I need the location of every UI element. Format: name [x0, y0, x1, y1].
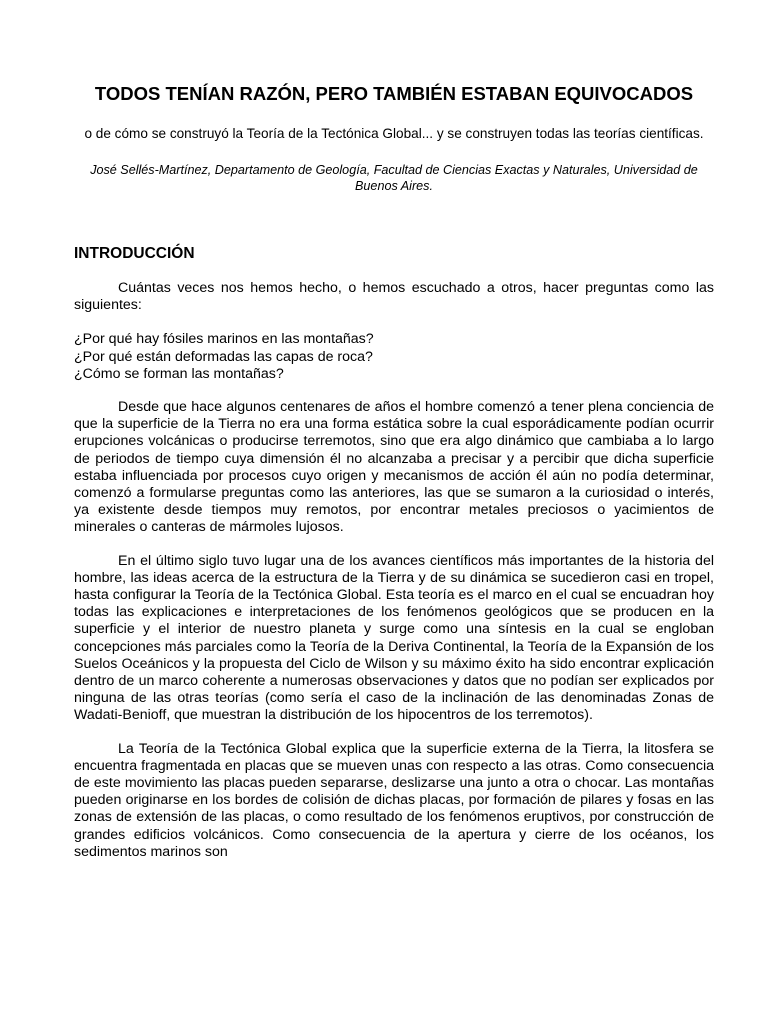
body-paragraph: La Teoría de la Tectónica Global explica que la superficie externa de la Tierra, la litosfera se encuentra fragmentada en placas que se mueven unas con respecto a las otras. Como consecuencia de este movimiento las placas pueden separarse, deslizarse una junto a otra o chocar. Las montañas pueden originarse en los bordes de colisión de dichas placas, por formación de pilares y fosas en las zonas de extensión de las placas, o como resultado de los fenómenos eruptivos, por construcción de grandes edificios volcánicos. Como consecuencia de la apertura y cierre de los océanos, los sedimentos marinos son — [74, 740, 714, 860]
question-item: ¿Por qué están deformadas las capas de roca? — [74, 348, 373, 365]
document-subtitle: o de cómo se construyó la Teoría de la Tectónica Global... y se construyen todas las teorías científicas. — [84, 126, 704, 141]
document-authors: José Sellés-Martínez, Departamento de Geología, Facultad de Ciencias Exactas y Naturales, Universidad de Buenos Aires. — [90, 163, 698, 193]
section-heading-introduccion: INTRODUCCIÓN — [74, 245, 195, 262]
document-title: TODOS TENÍAN RAZÓN, PERO TAMBIÉN ESTABAN EQUIVOCADOS — [94, 83, 694, 104]
question-item: ¿Cómo se forman las montañas? — [74, 365, 284, 382]
question-list — [74, 331, 714, 383]
body-paragraph: Desde que hace algunos centenares de años el hombre comenzó a tener plena conciencia de que la superficie de la Tierra no era una forma estática sobre la cual esporádicamente podían ocurrir erupciones volcánicas o producirse terremotos, sino que era algo dinámico que cambiaba a lo largo de periodos de tiempo cuya dimensión él no alcanzaba a precisar y a percibir que dicha superficie estaba influenciada por procesos cuyo origen y mecanismos de acción él aún no podía determinar, comenzó a formularse preguntas como las anteriores, las que se sumaron a la curiosidad o interés, ya existente desde tiempos muy remotos, por encontrar metales preciosos o yacimientos de minerales o canteras de mármoles lujosos. — [74, 399, 714, 536]
question-item: ¿Por qué hay fósiles marinos en las montañas? — [74, 331, 374, 348]
document-body — [74, 280, 714, 861]
body-paragraph: En el último siglo tuvo lugar una de los avances científicos más importantes de la historia del hombre, las ideas acerca de la estructura de la Tierra y de su dinámica se sucedieron casi en tropel, hasta configurar la Teoría de la Tectónica Global. Esta teoría es el marco en el cual se encuadran hoy todas las explicaciones e interpretaciones de los fenómenos geológicos que se producen en la superficie y el interior de nuestro planeta y surge como una síntesis en la cual se engloban concepciones más parciales como la Teoría de la Deriva Continental, la Teoría de la Expansión de los Suelos Oceánicos y la propuesta del Ciclo de Wilson y su máximo éxito ha sido encontrar explicación dentro de un marco coherente a numerosas observaciones y datos que no podían ser explicados por ninguna de las otras teorías (como sería el caso de la inclinación de las denominadas Zonas de Wadati-Benioff, que muestran la distribución de los hipocentros de los terremotos). — [74, 552, 714, 724]
intro-paragraph: Cuántas veces nos hemos hecho, o hemos escuchado a otros, hacer preguntas como las siguientes: — [74, 280, 714, 314]
